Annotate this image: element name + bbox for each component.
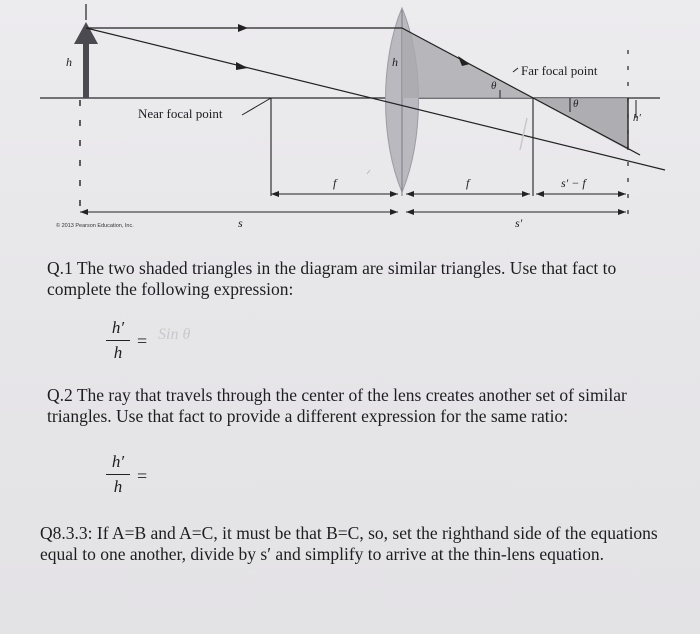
label-theta-1: θ	[491, 80, 497, 92]
label-h-lens: h	[392, 55, 398, 69]
label-far-focal: Far focal point	[521, 63, 598, 78]
far-focal-leader	[513, 68, 518, 72]
fraction-2-bar	[106, 474, 130, 475]
equals-2: =	[137, 466, 148, 486]
fraction-1-bar	[106, 340, 130, 341]
question-2: Q.2 The ray that travels through the center of the lens creates another set of similar triangles. Use that fact to provide a different expression for the same ratio:	[47, 385, 627, 426]
label-s-prime: s′	[515, 216, 523, 230]
label-s: s	[238, 216, 243, 230]
fraction-1	[106, 318, 130, 363]
label-theta-2: θ	[573, 98, 579, 110]
label-f-2: f	[466, 176, 470, 190]
fraction-1-numerator: h′	[111, 318, 125, 337]
label-f-1: f	[333, 176, 337, 190]
label-near-focal: Near focal point	[138, 106, 223, 121]
near-focal-leader	[242, 98, 271, 115]
fraction-2-numerator: h′	[111, 452, 125, 471]
label-h-object: h	[66, 55, 72, 69]
pencil-mark	[520, 118, 527, 150]
question-1: Q.1 The two shaded triangles in the diagram are similar triangles. Use that fact to complete the following expression:	[47, 258, 617, 299]
label-h-prime: h′	[633, 112, 641, 124]
copyright-notice: © 2013 Pearson Education, Inc.	[56, 223, 134, 229]
fraction-2	[106, 452, 130, 497]
fraction-2-denominator: h	[113, 477, 123, 496]
fraction-1-denominator: h	[113, 343, 123, 362]
label-s-minus-f: s′ − f	[561, 176, 586, 190]
handwritten-answer: Sin θ	[158, 326, 191, 343]
equals-1: =	[137, 331, 148, 351]
ray-arrow-1	[238, 24, 248, 32]
ray-arrow-3	[236, 62, 248, 70]
question-3: Q8.3.3: If A=B and A=C, it must be that B=C, so, set the righthand side of the equations equal to one another, divide by s′ and simplify to arrive at the thin-lens equation.	[40, 523, 658, 564]
thin-lens-diagram	[0, 0, 700, 245]
object-arrow-head	[74, 22, 98, 44]
